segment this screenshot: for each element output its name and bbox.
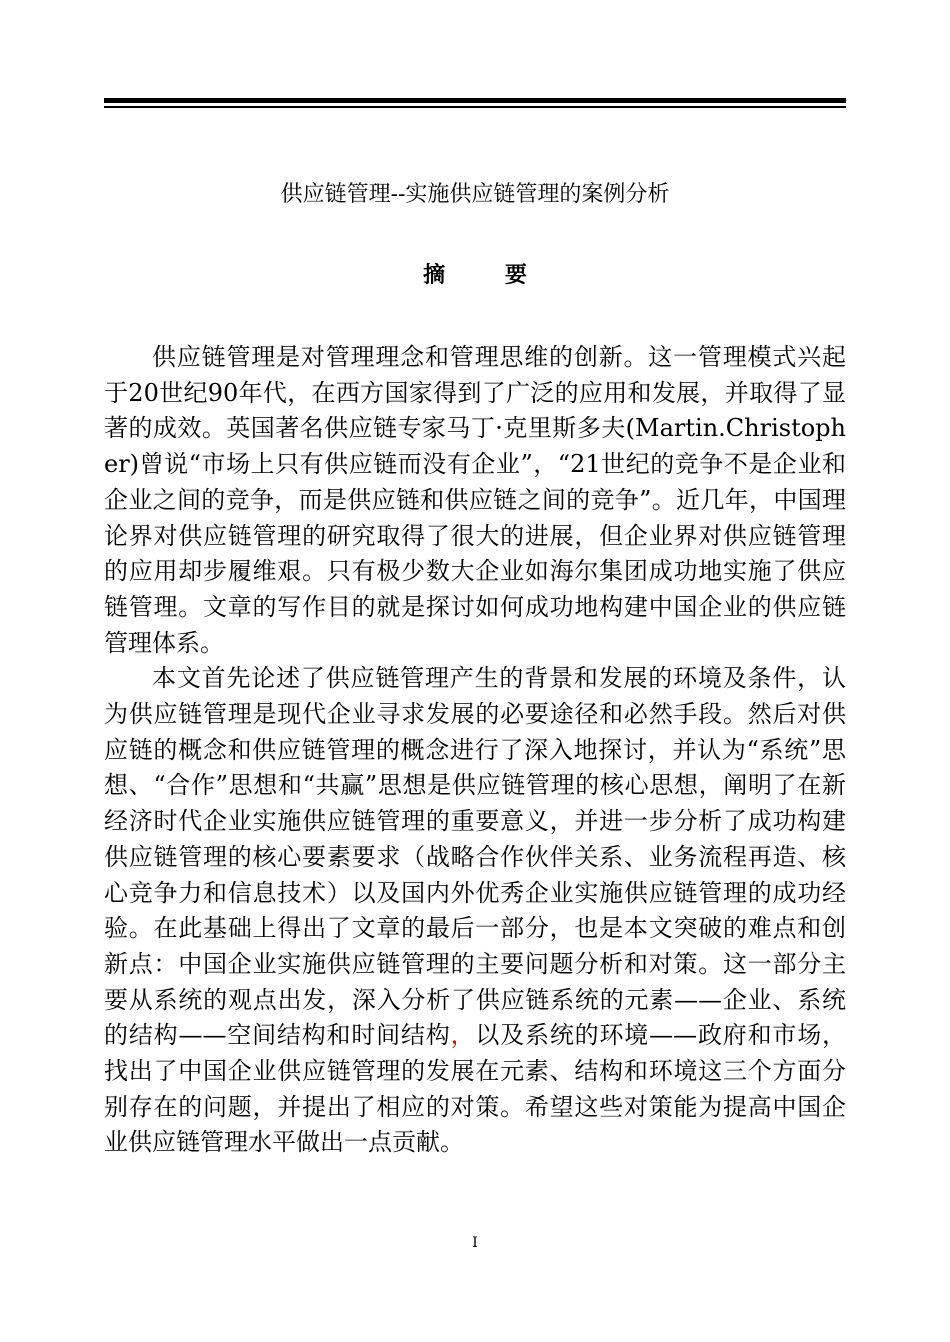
page-number: I — [472, 1235, 478, 1251]
abstract-paragraph-2 — [104, 661, 846, 1161]
abstract-paragraph-2-text-a: 本文首先论述了供应链管理产生的背景和发展的环境及条件，认为供应链管理是现代企业寻求发展的必要途径和必然手段。然后对供应链的概念和供应链管理的概念进行了深入地探讨，并认为“系统”思想、“合作”思想和“共赢”思想是供应链管理的核心思想，阐明了在新经济时代企业实施供应链管理的重要意义，并进一步分析了成功构建供应链管理的核心要素要求（战略合作伙伴关系、业务流程再造、核心竞争力和信息技术）以及国内外优秀企业实施供应链管理的成功经验。在此基础上得出了文章的最后一部分，也是本文突破的难点和创新点：中国企业实施供应链管理的主要问题分析和对策。这一部分主要从系统的观点出发，深入分析了供应链系统的元素——企业、系统的结构——空间结构和时间结构 — [104, 664, 846, 1050]
document-title: 供应链管理--实施供应链管理的案例分析 — [280, 182, 670, 207]
header-rule-thick — [104, 98, 846, 103]
abstract-body — [104, 340, 846, 1161]
highlighted-comma: ， — [450, 1021, 476, 1050]
abstract-heading: 摘 要 — [423, 262, 553, 288]
abstract-paragraph-2-text-b: 以及系统的环境——政府和市场，找出了中国企业供应链管理的发展在元素、结构和环境这三个方面分别存在的问题，并提出了相应的对策。希望这些对策能为提高中国企业供应链管理水平做出一点贡献。 — [104, 1021, 847, 1157]
abstract-paragraph-1: 供应链管理是对管理理念和管理思维的创新。这一管理模式兴起于20世纪90年代，在西方国家得到了广泛的应用和发展，并取得了显著的成效。英国著名供应链专家马丁·克里斯多夫(Martin.Christopher)曾说“市场上只有供应链而没有企业”，“21世纪的竞争不是企业和企业之间的竞争，而是供应链和供应链之间的竞争”。近几年，中国理论界对供应链管理的研究取得了很大的进展，但企业界对供应链管理的应用却步履维艰。只有极少数大企业如海尔集团成功地实施了供应链管理。文章的写作目的就是探讨如何成功地构建中国企业的供应链管理体系。 — [104, 343, 846, 657]
header-rule-thin — [104, 106, 846, 108]
